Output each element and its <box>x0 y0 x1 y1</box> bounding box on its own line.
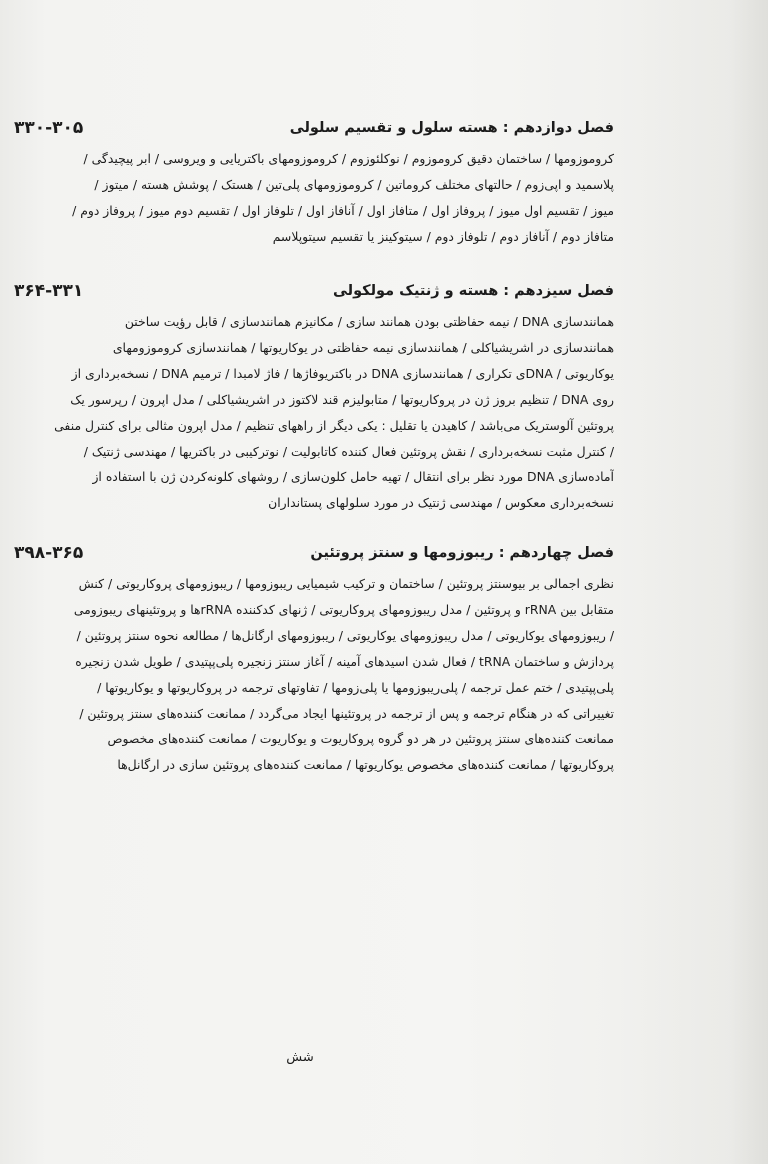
topic-line: همانندسازی در اشریشیاکلی / همانندسازی نیمه حفاظتی در یوکاریوتها / همانندسازی کروموزومهای <box>112 339 614 355</box>
page-number: شش <box>286 1050 314 1065</box>
topic-line: / ریبوزومهای یوکاریوتی / مدل ریبوزومهای یوکاریوتی / ریبوزومهای ارگانل‌ها / مطالعه نحوه سنتز پروتئین / <box>76 627 614 643</box>
topic-line: کروموزومها / ساختمان دقیق کروموزوم / نوکلئوزوم / کروموزومهای باکتریایی و ویروسی / ابر پیچیدگی / <box>83 151 614 166</box>
topic-line: آماده‌سازی DNA مورد نظر برای انتقال / تهیه حامل کلون‌سازی / روشهای کلونه‌کردن ژن با استفاده از <box>92 469 614 485</box>
chapter-14-entry <box>14 545 614 778</box>
chapter-title: فصل چهاردهم : ریبوزومها و سنتز پروتئین <box>310 545 614 561</box>
chapter-page-range: ۳۳۰-۳۰۵ <box>14 118 84 138</box>
chapter-12-entry <box>14 120 614 250</box>
chapter-topics <box>14 146 614 250</box>
chapter-page-range: ۳۹۸-۳۶۵ <box>14 543 84 563</box>
topic-line: پلی‌پپتیدی / ختم عمل ترجمه / پلی‌ریبوزومها یا پلی‌زومها / تفاوتهای ترجمه در پروکاریوتها و یوکاریوتها / <box>97 679 614 695</box>
chapter-title: فصل دوازدهم : هسته سلول و تقسیم سلولی <box>289 120 614 136</box>
topic-line: تغییراتی که در هنگام ترجمه و پس از ترجمه در پروتئینها ایجاد می‌گردد / ممانعت کننده‌های سنتز پروتئین / <box>79 705 614 721</box>
topic-line: همانندسازی DNA / نیمه حفاظتی بودن همانند سازی / مکانیزم همانندسازی / قابل رؤیت ساختن <box>124 314 614 329</box>
topic-line: متقابل بین rRNA و پروتئین / مدل ریبوزومهای پروکاریوتی / ژنهای کدکننده rRNAها و پروتئینهای ریبوزومی <box>73 601 614 617</box>
chapter-page-range: ۳۶۴-۳۳۱ <box>14 281 84 301</box>
topic-line: پردازش و ساختمان tRNA / فعال شدن اسیدهای آمینه / آغاز سنتز زنجیره پلی‌پپتیدی / طویل شدن زنجیره <box>75 653 614 669</box>
page-edge-shade <box>618 0 768 1164</box>
topic-line: میوز / تقسیم اول میوز / پروفاز اول / متافاز اول / آنافاز اول / تلوفاز اول / تقسیم دوم میوز / پروفاز دوم / <box>72 202 614 218</box>
topic-line: نظری اجمالی بر بیوسنتز پروتئین / ساختمان و ترکیب شیمیایی ریبوزومها / ریبوزومهای پروکاریوتی / کنش <box>78 576 614 591</box>
topic-line: / کنترل مثبت نسخه‌برداری / نقش پروتئین فعال کننده کاتابولیت / نوترکیبی در باکتریها / مهندسی ژنتیک / <box>83 443 614 459</box>
topic-line: پروتئین آلوستریک می‌باشد / کاهیدن یا تقلیل : یکی دیگر از راههای تنظیم / مدل اپرون مثالی برای کنترل منفی <box>54 417 614 433</box>
topic-line: یوکاریوتی / DNAی تکراری / همانندسازی DNA در باکتریوفاژها / فاژ لامبدا / ترمیم DNA / نسخه‌برداری از <box>71 365 614 381</box>
chapter-header <box>14 283 614 309</box>
chapter-header <box>14 120 614 146</box>
chapter-topics <box>14 309 614 516</box>
topic-line: ممانعت کننده‌های سنتز پروتئین در هر دو گروه پروکاریوت و یوکاریوت / ممانعت کننده‌های مخصوص <box>107 731 614 747</box>
topic-line: پلاسمید و اپی‌زوم / حالتهای مختلف کروماتین / کروموزومهای پلی‌تین / هستک / پوشش هسته / میتوز / <box>94 176 614 192</box>
chapter-title: فصل سیزدهم : هسته و ژنتیک مولکولی <box>332 283 614 299</box>
chapter-header <box>14 545 614 571</box>
topic-line: پروکاریوتها / ممانعت کننده‌های مخصوص یوکاریوتها / ممانعت کننده‌های پروتئین سازی در ارگانل‌ها <box>117 757 614 773</box>
chapter-topics <box>14 571 614 778</box>
chapter-13-entry <box>14 283 614 516</box>
topic-line: روی DNA / تنظیم بروز ژن در پروکاریوتها / متابولیزم قند لاکتوز در اشریشیاکلی / مدل اپرون / رپرسور یک <box>70 391 614 407</box>
topic-line: نسخه‌برداری معکوس / مهندسی ژنتیک در مورد سلولهای پستانداران <box>268 495 614 511</box>
topic-line: متافاز دوم / آنافاز دوم / تلوفاز دوم / سیتوکینز یا تقسیم سیتوپلاسم <box>272 228 614 244</box>
